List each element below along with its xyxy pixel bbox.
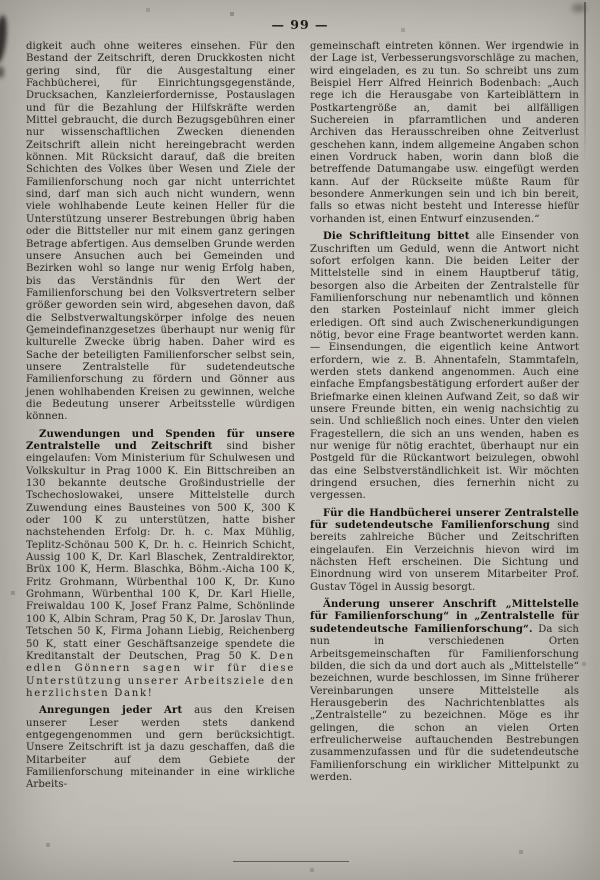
page-number: — 99 — (271, 17, 329, 32)
paragraph-body: gemeinschaft eintreten können. Wer irgendwie in der Lage ist, Verbesserungsvorschläge zu machen, wird eingeladen, es zu tun. So schreibt uns zum Beispiel Herr Alfred Heinrich Bodenbach: „Auch rege ich die Herausgabe von Karteiblättern in Postkartengröße an, damit bei allfälligen Suchereien in pfarramtlichen und anderen Archiven das Herausschreiben ohne Zeitverlust geschehen kann, indem allgemeine Angaben schon einen Vordruck haben, worin dann bloß die betreffende Datumangabe usw. eingefügt werden kann. Auf der Rückseite müßte Raum für besondere Anmerkungen sein und ich bin bereit, falls so etwas nicht besteht und Interesse hiefür vorhanden ist, einen Entwurf einzusenden.“ (310, 41, 579, 225)
scan-smudge (572, 4, 586, 12)
paragraph-body: digkeit auch ohne weiteres einsehen. Für den Bestand der Zeitschrift, deren Druckkosten nicht gering sind, für die Ausgestaltung einer Fachbücherei, für Einrichtungsgegenstände, Drucksachen, Kanzleierfordernisse, Postauslagen und für die Bezahlung der Hilfskräfte werden Mittel gebraucht, die durch Bezugsgebühren einer nur wissenschaftlichen Zwecken dienenden Zeitschrift allein nicht hereingebracht werden können. Mit Rücksicht darauf, daß die breiten Schichten des Volkes über Wesen und Ziele der Familienforschung noch gar nicht unterrichtet sind, darf man sich auch nicht wundern, wenn viele wohlhabende Leute keinen Heller für die Unterstützung unserer Bestrebungen übrig haben oder die Bittsteller nur mit einem ganz geringen Betrage abfertigen. Aus demselben Grunde werden unsere Ansuchen auch bei Gemeinden und Bezirken wohl so lange nur wenig Erfolg haben, bis das Verständnis für den Wert der Familienforschung bei den Volksvertretern selber größer geworden sein wird, abgesehen davon, daß die Selbstverwaltungskörper infolge des neuen Gemeindefinanzgesetzes überhaupt nur wenig für kulturelle Zwecke übrig haben. Daher wird es Sache der beteiligten Familienforscher selbst sein, unsere Zentralstelle für sudetendeutsche Familienforschung zu fördern und Gönner aus jenen wohlhabenden Kreisen zu gewinnen, welche die Bedeutung unserer Arbeitsstelle würdigen können. (26, 41, 295, 423)
paragraph-lead: Änderung unserer Anschrift „Mittelstelle für Familienforschung“ in „Zentralstelle für sudetendeutsche Familienforschung“. (310, 599, 579, 635)
paragraph (310, 231, 579, 503)
scan-edge-line (584, 2, 586, 167)
scan-speckles (0, 0, 2, 2)
paragraph-lead: Die Schriftleitung bittet (323, 231, 470, 243)
paragraph-body: sind bereits zahlreiche Bücher und Zeitschriften eingelaufen. Ein Verzeichnis hievon wird im nächsten Heft erscheinen. Die Sichtung und Einordnung wird von unserem Mitarbeiter Prof. Gustav Tögel in Aussig besorgt. (310, 520, 579, 593)
paragraph (310, 508, 579, 594)
two-column-text-block (0, 32, 600, 793)
paragraph-body: alle Einsender von Zuschriften um Geduld, wenn die Antwort nicht sofort erfolgen kann. Die beiden Leiter der Mittelstelle sind in einem Hauptberuf tätig, besorgen also die Arbeiten der Zentralstelle für Familienforschung nur nebenamtlich und können den starken Posteinlauf nicht immer gleich erledigen. Oft sind auch Zwischenerkundigungen nötig, bevor eine Frage beantwortet werden kann. — Einsendungen, die eigentlich keine Antwort erfordern, wie z. B. Ahnentafeln, Stammtafeln, werden stets dankend angenommen. Auch eine einfache Empfangsbestätigung erfordert außer der Briefmarke einen kleinen Aufwand Zeit, so daß wir unsere Freunde bitten, ein wenig nachsichtig zu sein. Und schließlich noch eines. Unter den vielen Fragestellern, die sich an uns wenden, haben es nur wenige für nötig erachtet, überhaupt nur ein Postgeld für die Rückantwort beizulegen, obwohl das eine Selbstverständlichkeit ist. Wir möchten dringend ersuchen, dies fernerhin nicht zu vergessen. (310, 231, 580, 502)
paragraph-body: sind bisher eingelaufen: Vom Ministerium für Schulwesen und Volkskultur in Prag 1000 K. Ein Bittschreiben an 130 bekannte deutsche Großindustrielle der Tschechoslowakei, unsere Mittelstelle durch Zuwendung eines Bausteines von 500 K, 300 K oder 100 K zu unterstützen, hatte bisher nachstehenden Erfolg: Dr. h. c. Max Mühlig, Teplitz-Schönau 500 K, Dr. h. c. Heinrich Schicht, Aussig 100 K, Dr. Karl Blaschek, Zentraldirektor, Brüx 100 K, Herm. Blaschka, Böhm.-Aicha 100 K, Fritz Grohmann, Würbenthal 100 K, Dr. Kuno Grohmann, Würbenthal 100 K, Dr. Karl Hielle, Freiwaldau 100 K, Josef Franz Palme, Schönlinde 100 K, Albin Schram, Prag 50 K, Dr. Jaroslav Thun, Tetschen 50 K, Firma Johann Liebig, Reichenberg 50 K, statt einer Geschäftsanzeige spendete die Kreditanstalt der Deutschen, Prag 50 K. (26, 441, 295, 662)
left-column (26, 41, 295, 793)
paragraph (26, 429, 295, 701)
paragraph-body: Da sich nun in verschiedenen Orten Arbeitsgemeinschaften für Familienforschung bilden, die sich da und dort auch als „Mittelstelle“ bezeichnen, wurde beschlossen, im Sinne früherer Vereinbarungen unsere Mittelstelle als Herausgeberin des Nachrichtenblattes als „Zentralstelle“ zu bezeichnen. Möge es ihr gelingen, die schon an vielen Orten erfreulicherweise auftauchenden Bestrebungen zusammenzufassen und für die sudetendeutsche Familienforschung ein wirklicher Mittelpunkt zu werden. (310, 623, 579, 783)
end-of-article-divider (233, 861, 349, 862)
paragraph (310, 41, 579, 226)
paragraph-lead: Zuwendungen und Spenden für unsere Zentralstelle und Zeitschrift (26, 428, 295, 452)
paragraph-lead: Für die Handbücherei unserer Zentralstelle für sudetendeutsche Familienforschung (310, 507, 579, 532)
right-column (310, 41, 579, 793)
paragraph-body: aus den Kreisen unserer Leser werden stets dankend entgegengenommen und gern berücksichtigt. Unsere Zeitschrift ist ja dazu geschaffen, daß die Mitarbeiter auf dem Gebiete der Familienforschung miteinander in eine wirkliche Arbeits- (26, 705, 295, 791)
paragraph-emphasis-spaced: Den edlen Gönnern sagen wir für diese Unterstützung unserer Arbeitsziele den herzlichsten Dank! (26, 650, 295, 699)
paragraph-lead: Anregungen jeder Art (39, 705, 183, 717)
paragraph (310, 599, 579, 784)
paragraph (26, 705, 295, 791)
paragraph (26, 41, 295, 424)
